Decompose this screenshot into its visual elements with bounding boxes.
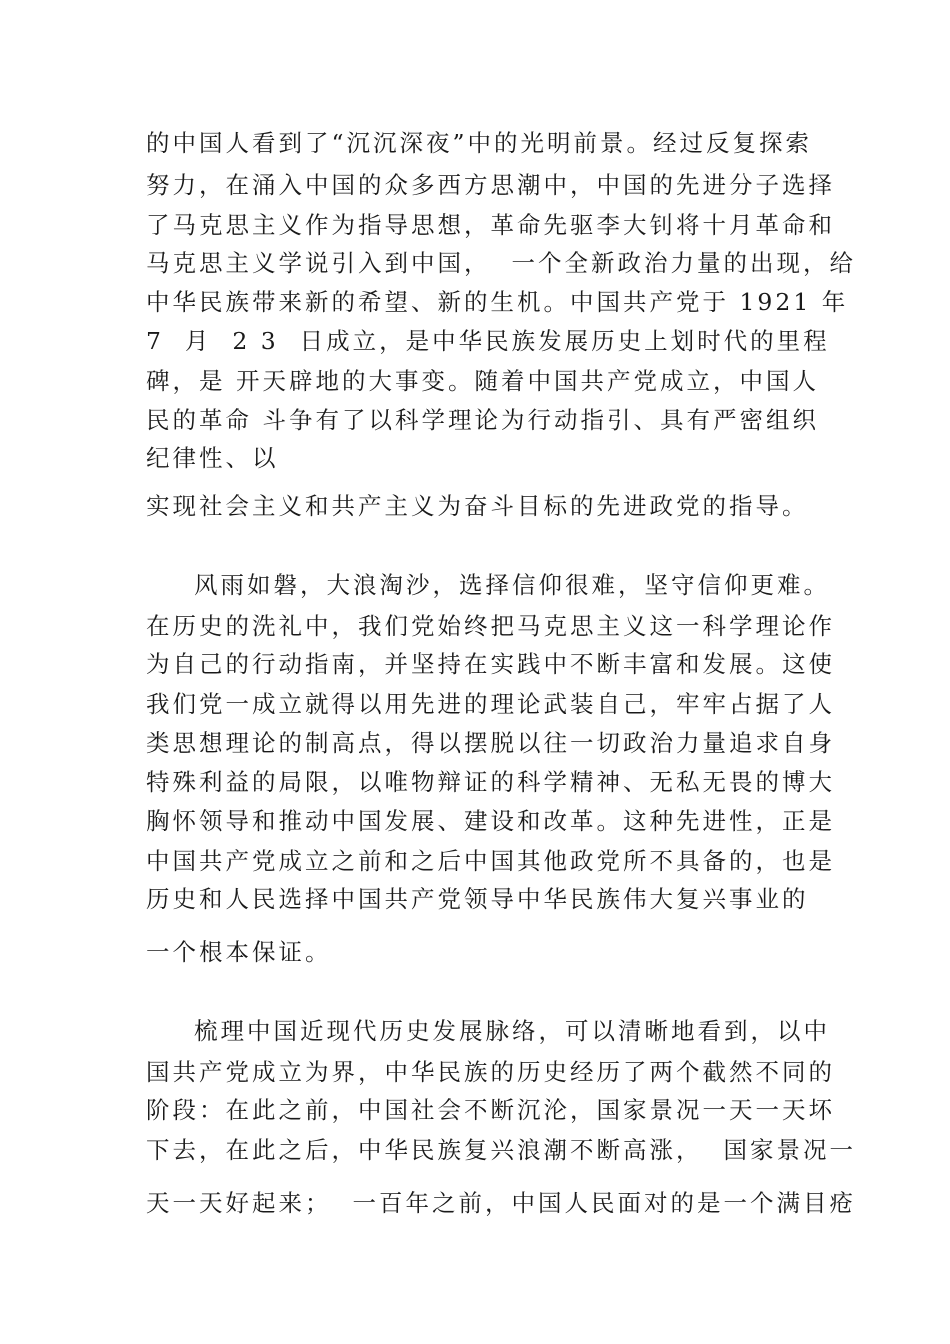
paragraph-first-line: 风雨如磐，大浪淘沙，选择信仰很难，坚守信仰更难。 xyxy=(194,571,830,599)
text-line: 7 月 2 3 日成立，是中华民族发展历史上划时代的里程 xyxy=(146,327,830,355)
text-line: 为自己的行动指南，并坚持在实践中不断丰富和发展。这使 xyxy=(146,650,835,678)
text-line: 阶段：在此之前，中国社会不断沉沦，国家景况一天一天坏 xyxy=(146,1096,835,1124)
text-line: 类思想理论的制高点，得以摆脱以往一切政治力量追求自身 xyxy=(146,729,835,757)
text-line: 在历史的洗礼中，我们党始终把马克思主义这一科学理论作 xyxy=(146,612,835,640)
text-line: 了马克思主义作为指导思想，革命先驱李大钊将十月革命和 xyxy=(146,211,835,239)
text-line: 中国共产党成立之前和之后中国其他政党所不具备的，也是 xyxy=(146,847,835,875)
text-line: 历史和人民选择中国共产党领导中华民族伟大复兴事业的 xyxy=(146,885,809,913)
text-line: 特殊利益的局限，以唯物辩证的科学精神、无私无畏的博大 xyxy=(146,768,835,796)
text-line: 马克思主义学说引入到中国， 一个全新政治力量的出现，给 xyxy=(146,249,856,277)
text-line: 下去，在此之后，中华民族复兴浪潮不断高涨， 国家景况一 xyxy=(146,1136,856,1164)
text-line: 一个根本保证。 xyxy=(146,938,332,966)
text-line: 天一天好起来； 一百年之前，中国人民面对的是一个满目疮 xyxy=(146,1189,856,1217)
text-line: 我们党一成立就得以用先进的理论武装自己，牢牢占据了人 xyxy=(146,690,835,718)
text-line: 努力，在涌入中国的众多西方思潮中，中国的先进分子选择 xyxy=(146,171,835,199)
text-line: 的中国人看到了“沉沉深夜”中的光明前景。经过反复探索 xyxy=(146,129,813,157)
text-line: 碑，是 开天辟地的大事变。随着中国共产党成立，中国人 xyxy=(146,367,819,395)
text-line: 实现社会主义和共产主义为奋斗目标的先进政党的指导。 xyxy=(146,492,809,520)
text-line: 民的革命 斗争有了以科学理论为行动指引、具有严密组织 xyxy=(146,406,819,434)
text-line: 中华民族带来新的希望、新的生机。中国共产党于 1921 年 xyxy=(146,288,849,316)
text-line: 胸怀领导和推动中国发展、建设和改革。这种先进性，正是 xyxy=(146,807,835,835)
text-line: 国共产党成立为界，中华民族的历史经历了两个截然不同的 xyxy=(146,1058,835,1086)
paragraph-first-line: 梳理中国近现代历史发展脉络，可以清晰地看到，以中 xyxy=(194,1017,830,1045)
text-line: 纪律性、以 xyxy=(146,444,279,472)
